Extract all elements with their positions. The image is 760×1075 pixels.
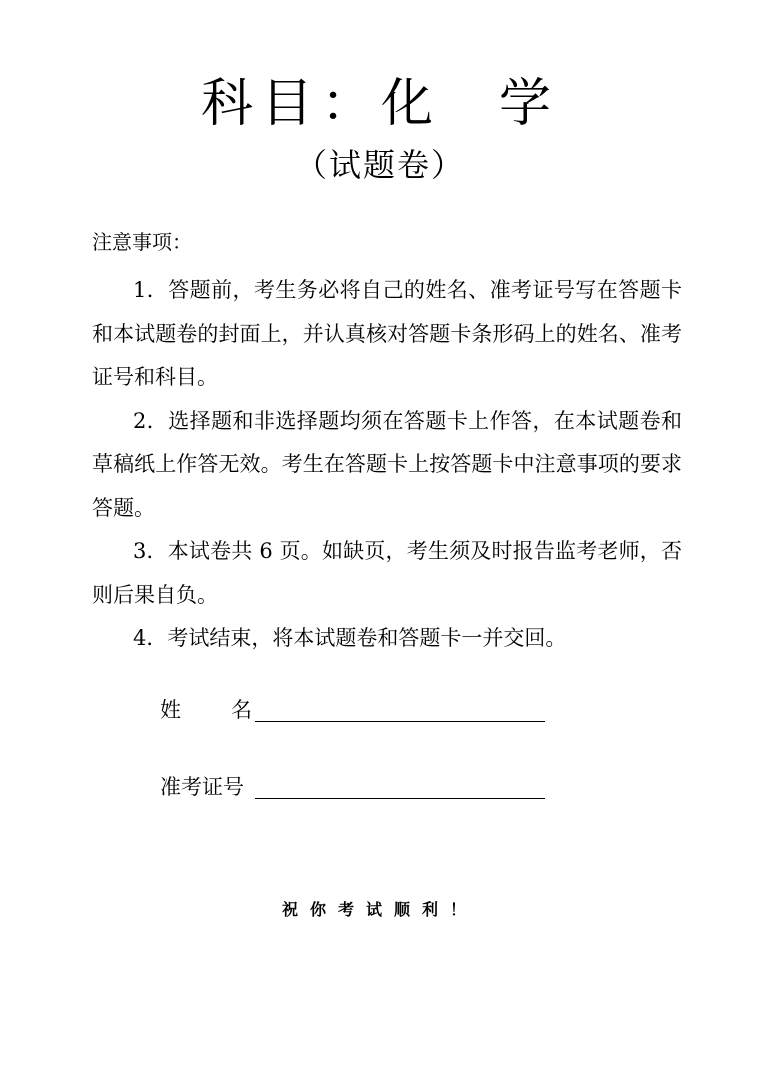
name-field-label: 姓 名 xyxy=(160,698,252,722)
exam-id-field-label: 准考证号 xyxy=(160,775,244,799)
notice-item-2: 2．选择题和非选择题均须在答题卡上作答，在本试题卷和草稿纸上作答无效。考生在答题卡上按答题卡中注意事项的要求答题。 xyxy=(92,408,682,520)
notice-item-3: 3．本试卷共 6 页。如缺页，考生须及时报告监考老师，否则后果自负。 xyxy=(92,539,682,607)
exam-id-field-blank-line[interactable] xyxy=(255,798,545,799)
notice-item-1: 1．答题前，考生务必将自己的姓名、准考证号写在答题卡和本试题卷的封面上，并认真核对答题卡条形码上的姓名、准考证号和科目。 xyxy=(92,278,682,389)
notice-item-4: 4．考试结束，将本试题卷和答题卡一并交回。 xyxy=(133,626,567,650)
good-luck-message: 祝你考试顺利！ xyxy=(281,900,478,919)
subject-title xyxy=(0,74,760,134)
notice-section xyxy=(92,232,682,661)
name-field-blank-line[interactable] xyxy=(255,721,545,722)
paper-type-subtitle: （试题卷） xyxy=(294,146,465,184)
name-field xyxy=(160,700,255,721)
notice-heading: 注意事项： xyxy=(92,230,192,254)
subject-name-part2: 学 xyxy=(499,74,560,134)
subject-name-part1: 化 xyxy=(380,74,441,134)
subject-label: 科目： xyxy=(200,74,381,134)
exam-id-field xyxy=(160,777,255,798)
